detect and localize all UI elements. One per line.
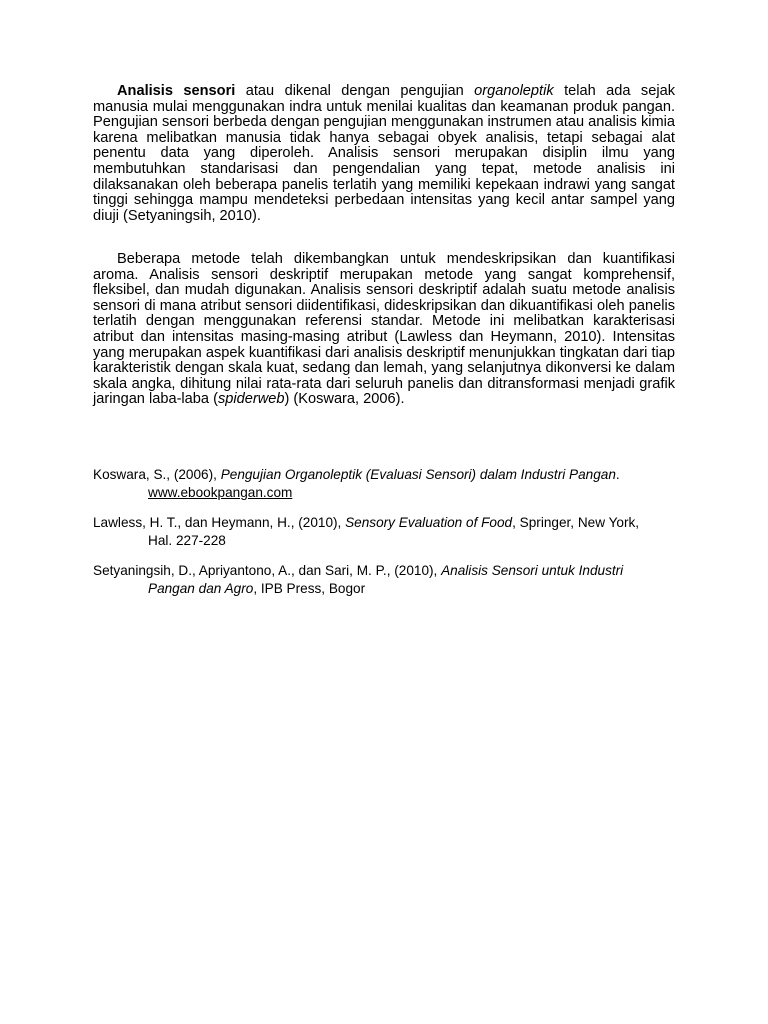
reference-lawless: [93, 514, 683, 550]
reference-line2: Hal. 227-228: [148, 533, 226, 548]
reference-koswara: [93, 466, 683, 502]
reference-title: Analisis Sensori untuk Industri: [441, 563, 624, 578]
reference-authors: Koswara, S., (2006),: [93, 467, 221, 482]
paragraph-text: telah ada sejak manusia mulai menggunakan indra untuk menilai kualitas dan keamanan produk pangan. Pengujian sensori berbeda dengan pengujian menggunakan instrumen atau analisis kimia karena melibatkan manusia tidak hanya sebagai obyek analisis, tetapi sebagai alat penentu data yang diperoleh. Analisis sensori merupakan disiplin ilmu yang membutuhkan standarisasi dan pengendalian yang tepat, metode analisis ini dilaksanakan oleh beberapa panelis terlatih yang memiliki kepekaan indrawi yang sangat tinggi sehingga mampu mendeteksi perbedaan intensitas yang kecil antar sampel yang diuji (Setyaningsih, 2010).: [93, 83, 675, 224]
paragraph-metode: [93, 252, 675, 408]
reference-authors: Lawless, H. T., dan Heymann, H., (2010),: [93, 515, 346, 530]
reference-rest: , IPB Press, Bogor: [253, 581, 366, 596]
reference-title-cont: Pangan dan Agro: [148, 581, 254, 596]
reference-setyaningsih: [93, 562, 683, 598]
paragraph-analisis-sensori: [93, 84, 675, 224]
reference-authors: Setyaningsih, D., Apriyantono, A., dan Sari, M. P., (2010),: [93, 563, 442, 578]
reference-line2: [93, 580, 683, 598]
reference-link[interactable]: www.ebookpangan.com: [148, 485, 293, 500]
reference-title: Pengujian Organoleptik (Evaluasi Sensori) dalam Industri Pangan: [220, 467, 616, 482]
reference-line2: [93, 484, 683, 502]
reference-title: Sensory Evaluation of Food: [345, 515, 513, 530]
reference-rest: .: [615, 467, 620, 482]
italic-term: spiderweb: [217, 391, 285, 408]
paragraph-text: ) (Koswara, 2006).: [284, 391, 405, 408]
reference-rest: , Springer, New York,: [512, 515, 640, 530]
paragraph-text: atau dikenal dengan pengujian: [235, 83, 475, 99]
term-bold: Analisis sensori: [117, 83, 236, 99]
paragraph-text: Beberapa metode telah dikembangkan untuk mendeskripsikan dan kuantifikasi aroma. Analisis sensori deskriptif merupakan metode yang sangat komprehensif, fleksibel, dan mudah digunakan. Analisis sensori deskriptif adalah suatu metode analisis sensori di mana atribut sensori diidentifikasi, dideskripsikan dan dikuantifikasi oleh panelis terlatih dengan menggunakan referensi standar. Metode ini melibatkan karakterisasi atribut dan intensitas masing-masing atribut (Lawless dan Heymann, 2010). Intensitas yang merupakan aspek kuantifikasi dari analisis deskriptif menunjukkan tingkatan dari tiap karakteristik dengan skala kuat, sedang dan lemah, yang selanjutnya dikonversi ke dalam skala angka, dihitung nilai rata-rata dari seluruh panelis dan ditransformasi menjadi grafik jaringan laba-laba (: [93, 251, 675, 408]
italic-term: organoleptik: [474, 83, 554, 99]
